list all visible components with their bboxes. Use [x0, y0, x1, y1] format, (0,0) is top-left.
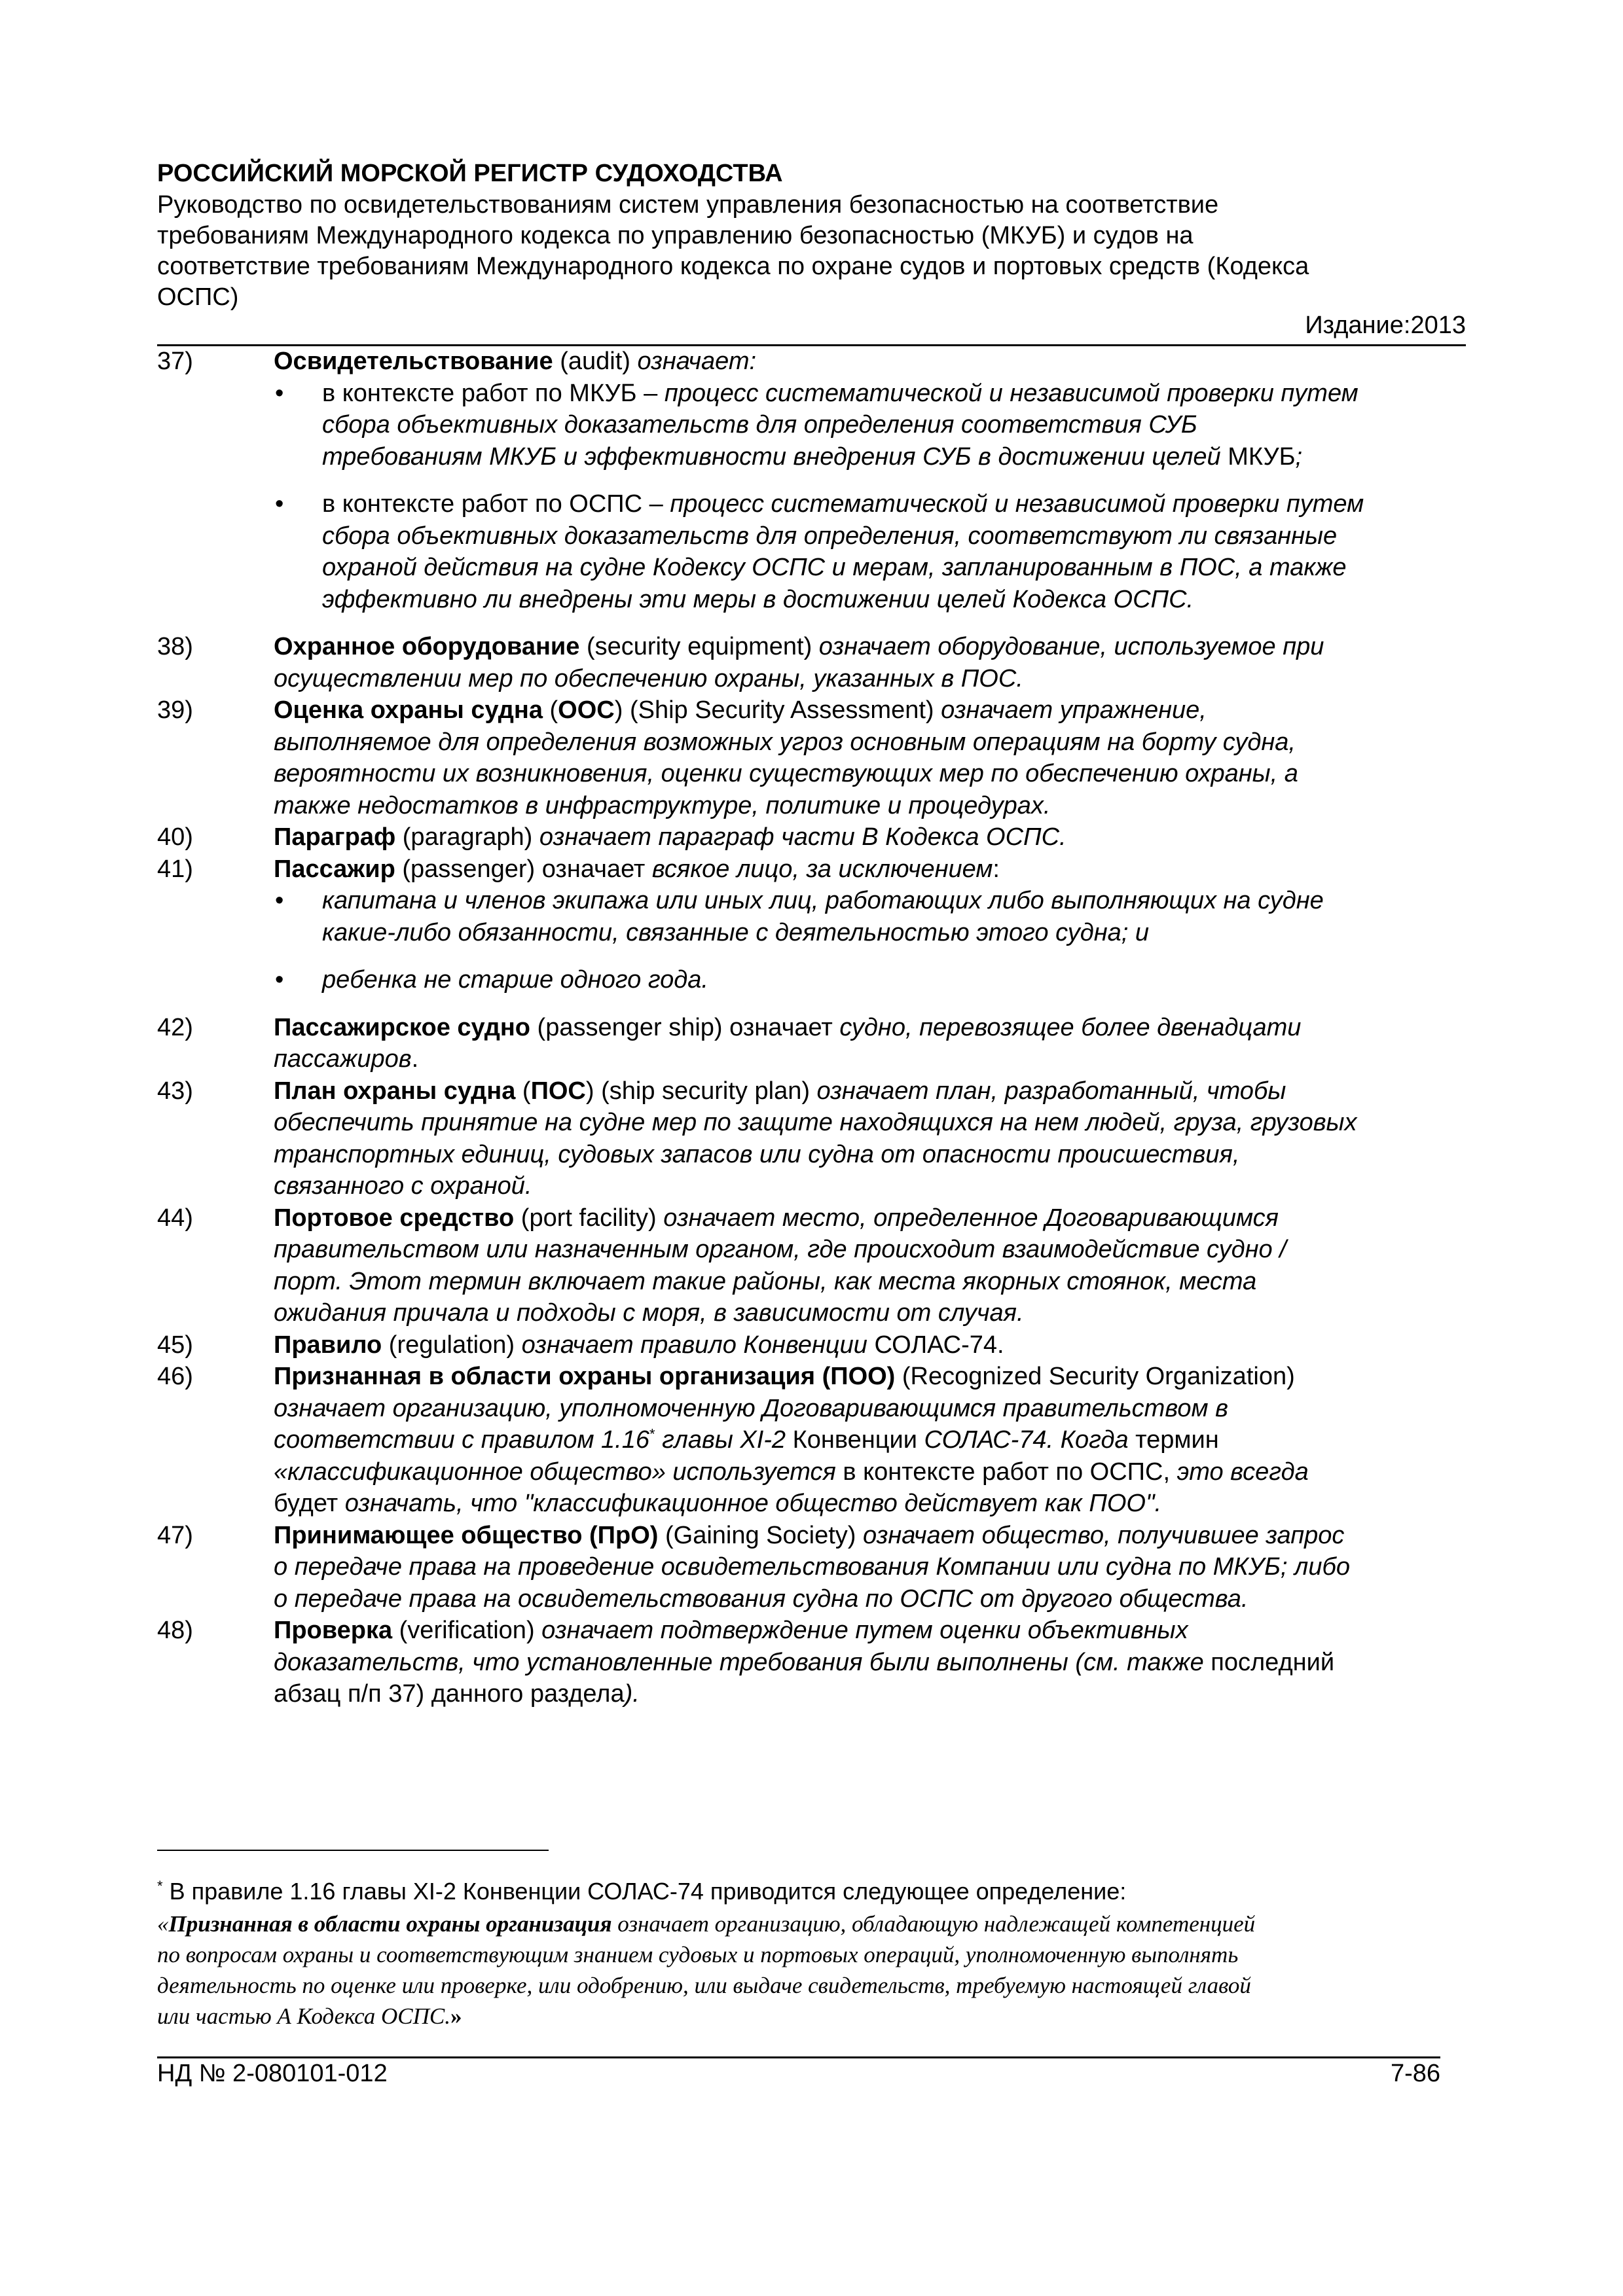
definition-item-43: 43) План охраны судна (ПОС) (ship security plan) означает план, разработанный, чтобы обеспечить принятие на судне мер по защите находящихся на нем людей, груза, грузовых транспортных единиц, судовых запасов или судна от опасности происшествия, связанного с охраной. — [157, 1075, 1467, 1202]
definition-term: Признанная в области охраны организация (ПОО) — [274, 1363, 896, 1390]
definition-number: 42) — [157, 1013, 193, 1041]
page-footer — [157, 2060, 1440, 2092]
definition-number: 43) — [157, 1077, 193, 1105]
definition-item-38: 38) Охранное оборудование (security equipment) означает оборудование, используемое при осуществлении мер по обеспечению охраны, указанных в ПОС. — [157, 631, 1467, 694]
bullet-icon: • — [275, 379, 284, 407]
bullet-icon: • — [275, 966, 284, 994]
definition-term: Оценка охраны судна — [274, 696, 543, 724]
definition-item-42: 42) Пассажирское судно (passenger ship) означает судно, перевозящее более двенадцати пассажиров. — [157, 1012, 1467, 1075]
page-number: 7-86 — [1390, 2060, 1440, 2087]
definition-term: Освидетельствование — [274, 348, 553, 375]
footnote — [157, 1871, 1467, 2032]
definition-term: Проверка — [274, 1617, 393, 1644]
definition-item-47: 47) Принимающее общество (ПрО) (Gaining Society) означает общество, получившее запрос о передаче права на проведение освидетельствования Компании или судна по МКУБ; либо о передаче права на освидетельствования судна по ОСПС от другого общества. — [157, 1520, 1467, 1615]
footnote-separator — [157, 1850, 549, 1851]
definition-number: 48) — [157, 1617, 193, 1644]
bullet-item: • ребенка не старше одного года. — [274, 964, 1467, 996]
footer-divider — [157, 2056, 1440, 2058]
document-header — [157, 157, 1460, 313]
footnote-star: * — [157, 1878, 163, 1894]
description-line: Руководство по освидетельствованиям систем управления безопасностью на соответствие — [157, 191, 1219, 219]
bullet-item: • в контексте работ по МКУБ – процесс систематической и независимой проверки путем сбора объективных доказательств для определения соответствия СУБ требованиям МКУБ и эффективности внедрения СУБ в достижении целей МКУБ; — [274, 378, 1467, 473]
description-line: ОСПС) — [157, 283, 239, 311]
definition-term: Параграф — [274, 823, 396, 851]
definition-term: План охраны судна — [274, 1077, 516, 1105]
edition-label: Издание:2013 — [1305, 312, 1466, 339]
definition-number: 47) — [157, 1521, 193, 1549]
definition-number: 38) — [157, 633, 193, 660]
definition-number: 46) — [157, 1363, 193, 1390]
definition-term: Пассажирское судно — [274, 1013, 530, 1041]
bullet-item: • капитана и членов экипажа или иных лиц, работающих либо выполняющих на судне какие-либо обязанности, связанные с деятельностью этого судна; и — [274, 885, 1467, 948]
definition-item-45: 45) Правило (regulation) означает правило Конвенции СОЛАС-74. — [157, 1329, 1467, 1361]
definition-item-41: 41) Пассажир (passenger) означает всякое лицо, за исключением: • капитана и членов экипажа или иных лиц, работающих либо выполняющих на судне какие-либо обязанности, связанные с деятельностью этого судна; и • ребенка не старше одного года. — [157, 853, 1467, 996]
definition-item-46: 46) Признанная в области охраны организация (ПОО) (Recognized Security Organization) означает организацию, уполномоченную Договаривающимся правительством в соответствии с правилом 1.16* главы XI-2 Конвенции СОЛАС-74. Когда термин «классификационное общество» используется в контексте работ по ОСПС, это всегда будет означать, что "классификационное общество действует как ПОО". — [157, 1361, 1467, 1520]
footnote-quote: «Признанная в области охраны организация означает организацию, обладающую надлежащей компетенцией по вопросам охраны и соответствующим знанием судовых и портовых операций, уполномоченную выполнять деятельность по оценке или проверке, или одобрению, или выдаче свидетельств, требуемую настоящей главой или частью А Кодекса ОСПС.» — [157, 1911, 1256, 2029]
definition-number: 41) — [157, 855, 193, 883]
document-number: НД № 2-080101-012 — [157, 2060, 388, 2087]
definition-term: Пассажир — [274, 855, 395, 883]
document-description — [157, 190, 1460, 313]
footnote-lead: * В правиле 1.16 главы XI-2 Конвенции СОЛАС-74 приводится следующее определение: — [157, 1878, 1127, 1905]
organization-title: РОССИЙСКИЙ МОРСКОЙ РЕГИСТР СУДОХОДСТВА — [157, 160, 783, 187]
definition-number: 39) — [157, 696, 193, 724]
definition-number: 40) — [157, 823, 193, 851]
definition-item-37: 37) Освидетельствование (audit) означает: • в контексте работ по МКУБ – процесс систематической и независимой проверки путем сбора объективных доказательств для определения соответствия СУБ требованиям МКУБ и эффективности внедрения СУБ в достижении целей МКУБ; • в контексте работ по ОСПС – процесс систематической и независимой проверки путем сбора объективных доказательств для определения, соответствуют ли связанные охраной действия на судне Кодексу ОСПС и мерам, запланированным в ПОС, а также эффективно ли внедрены эти меры в достижении целей Кодекса ОСПС. — [157, 346, 1467, 615]
description-line: соответствие требованиям Международного кодекса по охране судов и портовых средств (Кодекса — [157, 253, 1309, 280]
definition-item-40: 40) Параграф (paragraph) означает параграф части B Кодекса ОСПС. — [157, 821, 1467, 853]
bullet-icon: • — [275, 887, 284, 914]
definitions-list — [157, 346, 1467, 1710]
description-line: требованиям Международного кодекса по управлению безопасностью (МКУБ) и судов на — [157, 222, 1194, 249]
bullet-icon: • — [275, 490, 284, 518]
definition-term: Принимающее общество (ПрО) — [274, 1521, 659, 1549]
definition-item-44: 44) Портовое средство (port facility) означает место, определенное Договаривающимся правительством или назначенным органом, где происходит взаимодействие судно / порт. Этот термин включает такие районы, как места якорных стоянок, места ожидания причала и подходы с моря, в зависимости от случая. — [157, 1202, 1467, 1329]
definition-term: Правило — [274, 1331, 382, 1359]
definition-term: Охранное оборудование — [274, 633, 580, 660]
definition-number: 45) — [157, 1331, 193, 1359]
bullet-item: • в контексте работ по ОСПС – процесс систематической и независимой проверки путем сбора объективных доказательств для определения, соответствуют ли связанные охраной действия на судне Кодексу ОСПС и мерам, запланированным в ПОС, а также эффективно ли внедрены эти меры в достижении целей Кодекса ОСПС. — [274, 488, 1467, 615]
definition-item-48: 48) Проверка (verification) означает подтверждение путем оценки объективных доказательств, что установленные требования были выполнены (см. также последний абзац п/п 37) данного раздела). — [157, 1615, 1467, 1710]
definition-number: 37) — [157, 348, 193, 375]
definition-item-39: 39) Оценка охраны судна (ООС) (Ship Security Assessment) означает упражнение, выполняемое для определения возможных угроз основным операциям на борту судна, вероятности их возникновения, оценки существующих мер по обеспечению охраны, а также недостатков в инфраструктуре, политике и процедурах. — [157, 694, 1467, 821]
definition-number: 44) — [157, 1204, 193, 1232]
definition-term: Портовое средство — [274, 1204, 515, 1232]
footnote-marker[interactable]: * — [649, 1426, 655, 1443]
